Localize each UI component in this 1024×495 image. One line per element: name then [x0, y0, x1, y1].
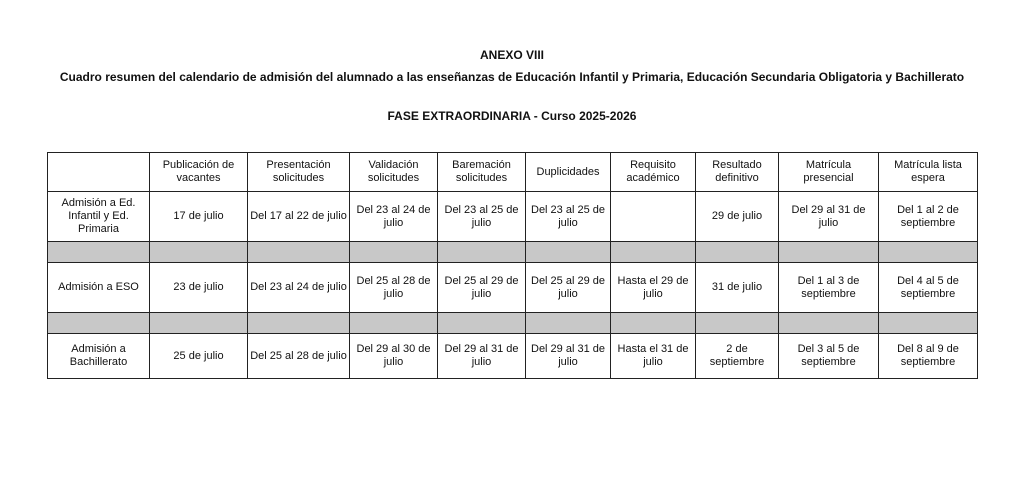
table-cell: Hasta el 31 de julio	[611, 334, 696, 379]
header-duplicidades: Duplicidades	[526, 153, 611, 192]
separator-cell	[48, 313, 150, 334]
table-cell: 31 de julio	[696, 263, 779, 313]
table-row-infantil-primaria	[48, 192, 978, 242]
table-cell: Del 1 al 2 de septiembre	[879, 192, 978, 242]
table-row-bachillerato	[48, 334, 978, 379]
table-header-row	[48, 153, 978, 192]
separator-cell	[526, 313, 611, 334]
table-cell: Del 29 al 31 de julio	[779, 192, 879, 242]
table-cell: Del 3 al 5 de septiembre	[779, 334, 879, 379]
table-cell: Hasta el 29 de julio	[611, 263, 696, 313]
table-cell: 17 de julio	[150, 192, 248, 242]
table-cell: Del 25 al 29 de julio	[526, 263, 611, 313]
separator-cell	[696, 313, 779, 334]
separator-row	[48, 242, 978, 263]
table-cell: Del 17 al 22 de julio	[248, 192, 350, 242]
separator-cell	[879, 313, 978, 334]
table-cell: Del 25 al 28 de julio	[248, 334, 350, 379]
header-resultado-definitivo: Resultado definitivo	[696, 153, 779, 192]
document-subtitle: Cuadro resumen del calendario de admisión del alumnado a las enseñanzas de Educación Infantil y Primaria, Educación Secundaria Obligatoria y Bachillerato	[59, 70, 965, 84]
separator-row	[48, 313, 978, 334]
row-label: Admisión a ESO	[48, 263, 150, 313]
separator-cell	[779, 242, 879, 263]
annex-title: ANEXO VIII	[479, 48, 544, 62]
table-cell: Del 4 al 5 de septiembre	[879, 263, 978, 313]
phase-title: FASE EXTRAORDINARIA - Curso 2025-2026	[387, 109, 637, 123]
table-cell: Del 23 al 24 de julio	[350, 192, 438, 242]
separator-cell	[248, 242, 350, 263]
table-cell: 29 de julio	[696, 192, 779, 242]
separator-cell	[696, 242, 779, 263]
table-cell: Del 23 al 25 de julio	[526, 192, 611, 242]
separator-cell	[779, 313, 879, 334]
header-validacion-solicitudes: Validación solicitudes	[350, 153, 438, 192]
separator-cell	[350, 242, 438, 263]
separator-cell	[879, 242, 978, 263]
table-cell: Del 8 al 9 de septiembre	[879, 334, 978, 379]
table-cell	[611, 192, 696, 242]
admission-calendar-table	[47, 152, 978, 379]
table-cell: Del 23 al 25 de julio	[438, 192, 526, 242]
table-cell: Del 25 al 29 de julio	[438, 263, 526, 313]
header-publicacion-vacantes: Publicación de vacantes	[150, 153, 248, 192]
header-cell-empty	[48, 153, 150, 192]
header-matricula-lista-espera: Matrícula lista espera	[879, 153, 978, 192]
header-presentacion-solicitudes: Presentación solicitudes	[248, 153, 350, 192]
table-cell: Del 29 al 31 de julio	[526, 334, 611, 379]
separator-cell	[611, 242, 696, 263]
table-cell: Del 29 al 31 de julio	[438, 334, 526, 379]
header-baremacion-solicitudes: Baremación solicitudes	[438, 153, 526, 192]
table-cell: 23 de julio	[150, 263, 248, 313]
header-matricula-presencial: Matrícula presencial	[779, 153, 879, 192]
table-cell: 25 de julio	[150, 334, 248, 379]
separator-cell	[526, 242, 611, 263]
row-label: Admisión a Bachillerato	[48, 334, 150, 379]
table-cell: Del 1 al 3 de septiembre	[779, 263, 879, 313]
table-row-eso	[48, 263, 978, 313]
separator-cell	[48, 242, 150, 263]
separator-cell	[150, 313, 248, 334]
table-cell: Del 29 al 30 de julio	[350, 334, 438, 379]
table-cell: 2 de septiembre	[696, 334, 779, 379]
separator-cell	[438, 242, 526, 263]
row-label: Admisión a Ed. Infantil y Ed. Primaria	[48, 192, 150, 242]
separator-cell	[248, 313, 350, 334]
separator-cell	[350, 313, 438, 334]
separator-cell	[150, 242, 248, 263]
separator-cell	[611, 313, 696, 334]
table-cell: Del 23 al 24 de julio	[248, 263, 350, 313]
table-cell: Del 25 al 28 de julio	[350, 263, 438, 313]
header-requisito-academico: Requisito académico	[611, 153, 696, 192]
separator-cell	[438, 313, 526, 334]
